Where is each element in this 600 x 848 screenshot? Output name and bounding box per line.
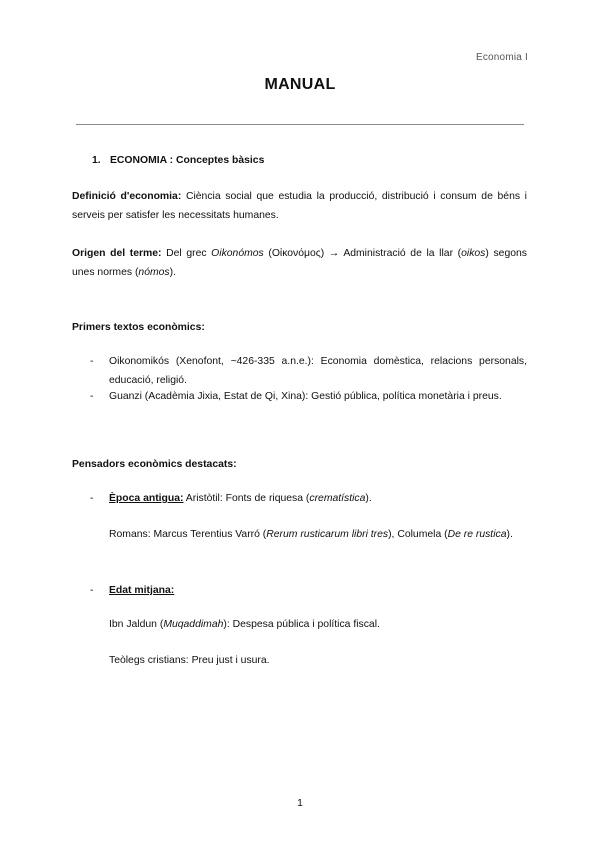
- antiga-text-b: ).: [365, 493, 372, 504]
- section-number: 1.: [92, 155, 101, 166]
- romans-varro-work: Rerum rusticarum libri tres: [266, 529, 389, 540]
- list-bullet: -: [90, 356, 94, 367]
- romans-text-a: Romans: Marcus Terentius Varró (: [109, 529, 267, 540]
- primers-heading: Primers textos econòmics:: [72, 322, 205, 333]
- origin-text-c: ) segons unes normes (: [72, 248, 527, 278]
- definition-label: Definició d'economia:: [72, 191, 182, 202]
- ibn-text-a: Ibn Jaldun (: [109, 619, 164, 630]
- title-divider: [76, 124, 524, 125]
- mitjana-label: Edat mitjana:: [109, 585, 175, 596]
- romans-text-c: ).: [506, 529, 513, 540]
- list-item-guanzi: Guanzi (Acadèmia Jixia, Estat de Qi, Xina): Gestió pública, política monetària i preus.: [109, 391, 502, 402]
- page-title: MANUAL: [264, 76, 336, 93]
- antiga-text-a: Aristòtil: Fonts de riquesa (: [183, 493, 310, 504]
- ibn-muqaddimah: Muqaddimah: [163, 619, 224, 630]
- romans-columela-work: De re rustica: [447, 529, 507, 540]
- ibn-jaldun-line: [109, 615, 527, 634]
- antiga-crematistica: crematística: [309, 493, 366, 504]
- definition-paragraph: [72, 187, 527, 225]
- origin-text-d: ).: [169, 267, 176, 278]
- ibn-text-b: ): Despesa pública i política fiscal.: [223, 619, 380, 630]
- list-bullet: -: [90, 493, 94, 504]
- romans-text-b: ), Columela (: [388, 529, 448, 540]
- origin-label: Origen del terme:: [72, 248, 162, 259]
- origin-paragraph: [72, 244, 527, 282]
- section-heading: ECONOMIA : Conceptes bàsics: [110, 155, 265, 166]
- origin-term: Oikonómos: [211, 248, 264, 259]
- list-item-oikonomikos: Oikonomikós (Xenofont, ~426-335 a.n.e.): Economia domèstica, relacions personals, educació, religió.: [109, 356, 527, 386]
- antiga-label: Època antigua:: [109, 493, 184, 504]
- page-number: 1: [297, 798, 303, 809]
- romans-paragraph: [109, 525, 527, 544]
- antiga-line: [109, 489, 527, 508]
- teolegs-line: Teòlegs cristians: Preu just i usura.: [109, 655, 270, 666]
- origin-oikos: oikos: [461, 248, 486, 259]
- running-header: Economia I: [475, 52, 528, 63]
- origin-text-a: Del grec: [161, 248, 212, 259]
- pensadors-heading: Pensadors econòmics destacats:: [72, 459, 237, 470]
- origin-nomos: nómos: [138, 267, 170, 278]
- origin-text-b: (Οἰκονόμος) → Administració de la llar (: [263, 248, 462, 259]
- list-bullet: -: [90, 391, 94, 402]
- definition-text: Ciència social que estudia la producció, distribució i consum de béns i serveis per satisfer les necessitats humanes.: [72, 191, 527, 221]
- list-bullet: -: [90, 585, 94, 596]
